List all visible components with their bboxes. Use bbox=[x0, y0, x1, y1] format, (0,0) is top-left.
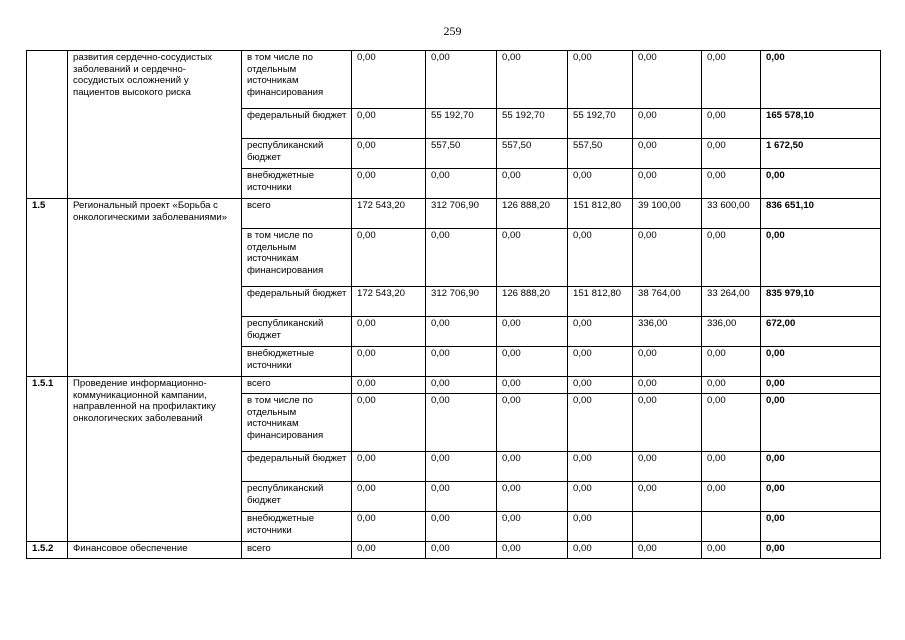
total-cell: 0,00 bbox=[761, 394, 881, 452]
amount-cell: 55 192,70 bbox=[426, 109, 497, 139]
table-row bbox=[27, 199, 881, 229]
funding-source: в том числе по отдельным источникам финансирования bbox=[242, 51, 352, 109]
amount-cell: 0,00 bbox=[633, 169, 702, 199]
row-name: Проведение информационно-коммуникационной кампании, направленной на профилактику онкологических заболеваний bbox=[68, 377, 242, 542]
amount-cell: 38 764,00 bbox=[633, 287, 702, 317]
amount-cell: 0,00 bbox=[702, 51, 761, 109]
amount-cell bbox=[702, 512, 761, 542]
amount-cell: 0,00 bbox=[426, 482, 497, 512]
funding-source: республиканский бюджет bbox=[242, 482, 352, 512]
total-cell: 165 578,10 bbox=[761, 109, 881, 139]
total-cell: 0,00 bbox=[761, 482, 881, 512]
table-row bbox=[27, 377, 881, 394]
amount-cell: 312 706,90 bbox=[426, 199, 497, 229]
amount-cell: 0,00 bbox=[568, 169, 633, 199]
amount-cell: 0,00 bbox=[352, 51, 426, 109]
amount-cell: 0,00 bbox=[426, 317, 497, 347]
amount-cell: 55 192,70 bbox=[497, 109, 568, 139]
amount-cell: 557,50 bbox=[426, 139, 497, 169]
amount-cell: 557,50 bbox=[568, 139, 633, 169]
amount-cell: 0,00 bbox=[352, 482, 426, 512]
amount-cell: 0,00 bbox=[633, 109, 702, 139]
funding-source: федеральный бюджет bbox=[242, 109, 352, 139]
funding-source: всего bbox=[242, 199, 352, 229]
amount-cell: 126 888,20 bbox=[497, 199, 568, 229]
row-name: Региональный проект «Борьба с онкологическими заболеваниями» bbox=[68, 199, 242, 377]
amount-cell: 0,00 bbox=[568, 377, 633, 394]
row-code: 1.5.2 bbox=[27, 542, 68, 559]
amount-cell: 557,50 bbox=[497, 139, 568, 169]
total-cell: 836 651,10 bbox=[761, 199, 881, 229]
funding-source: в том числе по отдельным источникам финансирования bbox=[242, 394, 352, 452]
row-name: Финансовое обеспечение bbox=[68, 542, 242, 559]
total-cell: 672,00 bbox=[761, 317, 881, 347]
amount-cell: 0,00 bbox=[702, 229, 761, 287]
amount-cell: 0,00 bbox=[497, 542, 568, 559]
amount-cell: 39 100,00 bbox=[633, 199, 702, 229]
amount-cell: 0,00 bbox=[568, 394, 633, 452]
funding-source: республиканский бюджет bbox=[242, 317, 352, 347]
amount-cell: 0,00 bbox=[352, 317, 426, 347]
amount-cell: 0,00 bbox=[633, 482, 702, 512]
funding-source: в том числе по отдельным источникам финансирования bbox=[242, 229, 352, 287]
amount-cell: 0,00 bbox=[633, 229, 702, 287]
funding-source: внебюджетные источники bbox=[242, 169, 352, 199]
row-name: развития сердечно-сосудистых заболеваний и сердечно-сосудистых осложнений у пациентов высокого риска bbox=[68, 51, 242, 199]
total-cell: 0,00 bbox=[761, 347, 881, 377]
amount-cell: 0,00 bbox=[702, 452, 761, 482]
amount-cell: 0,00 bbox=[702, 394, 761, 452]
total-cell: 0,00 bbox=[761, 51, 881, 109]
amount-cell: 336,00 bbox=[633, 317, 702, 347]
amount-cell: 0,00 bbox=[702, 347, 761, 377]
funding-source: всего bbox=[242, 377, 352, 394]
total-cell: 0,00 bbox=[761, 377, 881, 394]
amount-cell: 0,00 bbox=[497, 51, 568, 109]
amount-cell: 0,00 bbox=[497, 394, 568, 452]
amount-cell: 0,00 bbox=[352, 542, 426, 559]
amount-cell: 0,00 bbox=[702, 377, 761, 394]
amount-cell: 0,00 bbox=[568, 542, 633, 559]
amount-cell bbox=[633, 512, 702, 542]
total-cell: 0,00 bbox=[761, 169, 881, 199]
total-cell: 0,00 bbox=[761, 512, 881, 542]
row-code: 1.5.1 bbox=[27, 377, 68, 542]
funding-source: внебюджетные источники bbox=[242, 347, 352, 377]
amount-cell: 0,00 bbox=[426, 452, 497, 482]
amount-cell: 0,00 bbox=[702, 542, 761, 559]
amount-cell: 0,00 bbox=[426, 347, 497, 377]
amount-cell: 0,00 bbox=[426, 229, 497, 287]
amount-cell: 0,00 bbox=[426, 542, 497, 559]
total-cell: 835 979,10 bbox=[761, 287, 881, 317]
total-cell: 0,00 bbox=[761, 452, 881, 482]
amount-cell: 0,00 bbox=[352, 452, 426, 482]
total-cell: 0,00 bbox=[761, 542, 881, 559]
amount-cell: 126 888,20 bbox=[497, 287, 568, 317]
amount-cell: 0,00 bbox=[352, 512, 426, 542]
amount-cell: 0,00 bbox=[633, 394, 702, 452]
amount-cell: 0,00 bbox=[352, 169, 426, 199]
amount-cell: 0,00 bbox=[633, 139, 702, 169]
amount-cell: 0,00 bbox=[352, 109, 426, 139]
amount-cell: 0,00 bbox=[633, 452, 702, 482]
amount-cell: 0,00 bbox=[497, 229, 568, 287]
amount-cell: 336,00 bbox=[702, 317, 761, 347]
page-number: 259 bbox=[443, 24, 462, 38]
amount-cell: 0,00 bbox=[497, 377, 568, 394]
amount-cell: 0,00 bbox=[633, 377, 702, 394]
amount-cell: 0,00 bbox=[497, 482, 568, 512]
amount-cell: 0,00 bbox=[352, 229, 426, 287]
amount-cell: 0,00 bbox=[568, 452, 633, 482]
amount-cell: 172 543,20 bbox=[352, 199, 426, 229]
amount-cell: 172 543,20 bbox=[352, 287, 426, 317]
funding-source: федеральный бюджет bbox=[242, 287, 352, 317]
amount-cell: 0,00 bbox=[702, 169, 761, 199]
amount-cell: 0,00 bbox=[497, 317, 568, 347]
amount-cell: 0,00 bbox=[426, 169, 497, 199]
amount-cell: 0,00 bbox=[497, 452, 568, 482]
amount-cell: 0,00 bbox=[426, 51, 497, 109]
table-row bbox=[27, 51, 881, 109]
amount-cell: 0,00 bbox=[568, 512, 633, 542]
amount-cell: 33 264,00 bbox=[702, 287, 761, 317]
funding-source: внебюджетные источники bbox=[242, 512, 352, 542]
funding-source: республиканский бюджет bbox=[242, 139, 352, 169]
amount-cell: 0,00 bbox=[352, 347, 426, 377]
amount-cell: 0,00 bbox=[568, 482, 633, 512]
amount-cell: 0,00 bbox=[702, 139, 761, 169]
funding-source: всего bbox=[242, 542, 352, 559]
amount-cell: 151 812,80 bbox=[568, 199, 633, 229]
amount-cell: 0,00 bbox=[633, 347, 702, 377]
amount-cell: 33 600,00 bbox=[702, 199, 761, 229]
amount-cell: 0,00 bbox=[352, 377, 426, 394]
row-code: 1.5 bbox=[27, 199, 68, 377]
budget-table bbox=[26, 50, 881, 559]
amount-cell: 151 812,80 bbox=[568, 287, 633, 317]
amount-cell: 0,00 bbox=[633, 542, 702, 559]
amount-cell: 312 706,90 bbox=[426, 287, 497, 317]
amount-cell: 0,00 bbox=[633, 51, 702, 109]
amount-cell: 0,00 bbox=[702, 482, 761, 512]
amount-cell: 0,00 bbox=[352, 139, 426, 169]
table-row bbox=[27, 542, 881, 559]
table-body bbox=[27, 51, 881, 559]
total-cell: 1 672,50 bbox=[761, 139, 881, 169]
amount-cell: 0,00 bbox=[702, 109, 761, 139]
amount-cell: 0,00 bbox=[568, 317, 633, 347]
amount-cell: 0,00 bbox=[497, 169, 568, 199]
amount-cell: 0,00 bbox=[426, 512, 497, 542]
amount-cell: 0,00 bbox=[497, 512, 568, 542]
amount-cell: 0,00 bbox=[568, 347, 633, 377]
amount-cell: 0,00 bbox=[568, 229, 633, 287]
amount-cell: 0,00 bbox=[568, 51, 633, 109]
funding-source: федеральный бюджет bbox=[242, 452, 352, 482]
amount-cell: 55 192,70 bbox=[568, 109, 633, 139]
row-code bbox=[27, 51, 68, 199]
total-cell: 0,00 bbox=[761, 229, 881, 287]
amount-cell: 0,00 bbox=[352, 394, 426, 452]
amount-cell: 0,00 bbox=[426, 394, 497, 452]
amount-cell: 0,00 bbox=[497, 347, 568, 377]
amount-cell: 0,00 bbox=[426, 377, 497, 394]
